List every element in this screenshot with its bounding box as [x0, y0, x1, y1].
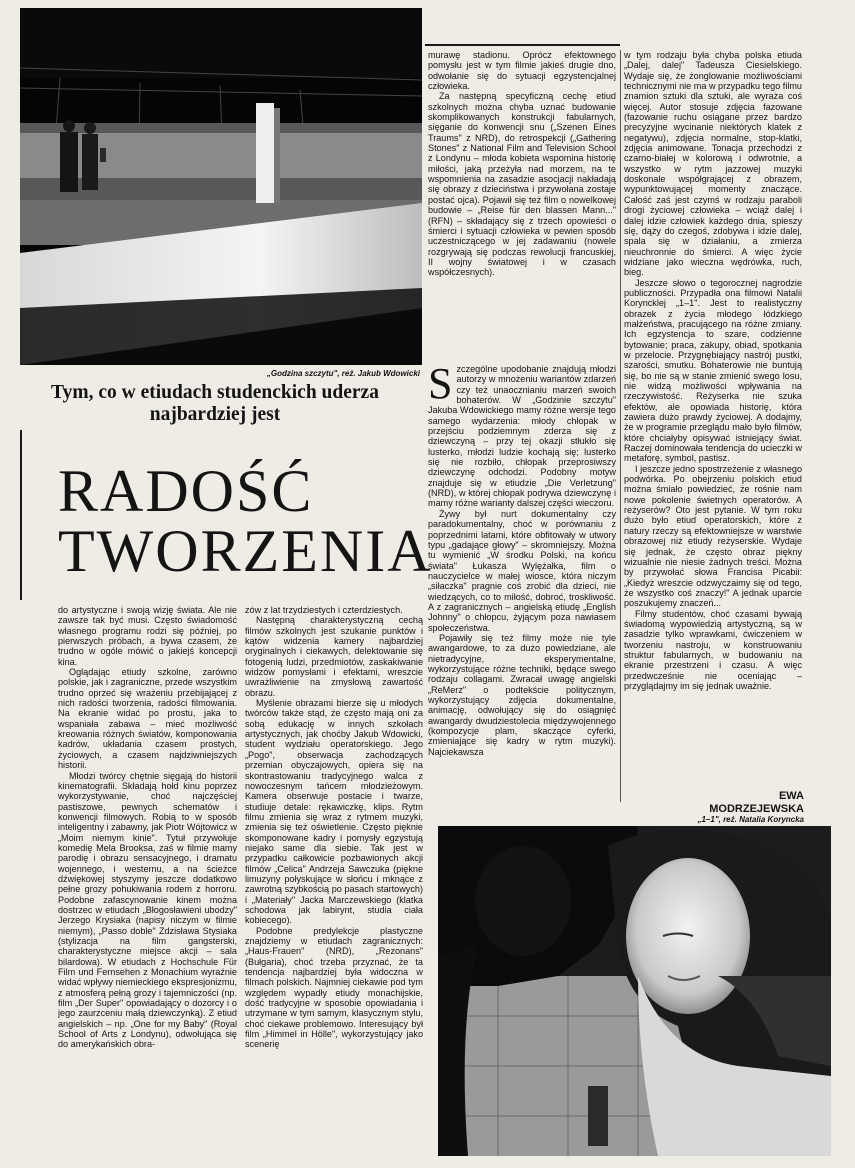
col-d-p4: Filmy studentów, choć czasami bywają świadomą wypowiedzią artystyczną, są w zasadzie tylko wprawkami, ćwiczeniem w tworzeniu nastroju, w konstruowaniu struktur fabularnych, w budowaniu na ekranie przestrzeni i czasu. A więc przedwcześnie nie oceniając – przyglądajmy im się jednak uważnie. — [624, 608, 802, 691]
col-a-p3: Młodzi twórcy chętnie sięgają do historii kinematografii. Składają hołd kinu poprzez wykorzystywanie, choć najczęściej pastiszowe, pewnych schematów i konwencji filmowych. Robią to w sposób inteligentny i zabawny, jak Piotr Wójtowicz w „Moim niemym kinie". Tytuł przywołuje komedię Mela Brooksa, zaś w filmie mamy parodię i obrazu sensacyjnego, i dramatu wojennego, i westernu, a na ścieżce dźwiękowej styszymy jeszcze dodatkowo pełne grozy pohukiwania rodem z horroru. Podobne zafascynowanie kinem można dostrzec w etiudach „Błogosławieni ubodzy" Jerzego Krysiaka (napisy niczym w filmie niemym), „Passo doble" Zdzisława Stysiaka (stylizacja na film gangsterski, charakterystyczne miejsce akcji – sala bilardowa). W etiudach z Hochschule Für Film und Fernsehen z Monachium wyraźnie widać wpływy niemieckiego ekspresjonizmu, z atmosferą pełną grozy i tajemniczości (np. film „Der Super" opowiadający o dozorcy i o jego zaurzceniu małą dziewczynką). Z etiud angielskich – np. „One for my Baby" (Royal School of Arts z Londynu), odwołująca się do amerykańskich obra- — [58, 770, 237, 1050]
photo-top-caption: „Godzina szczytu", reż. Jakub Wdowicki — [266, 369, 420, 378]
column-b — [245, 605, 423, 1165]
col-c-d-separator — [620, 50, 621, 802]
photo-bottom-caption: „1–1", reż. Natalia Korynckа — [697, 815, 804, 824]
photo-1-1 — [438, 826, 831, 1156]
author-first-name: EWA — [778, 790, 804, 802]
col-c-p3-text: zczególne upodobanie znajdują młodzi autorzy w mnożeniu wariantów zdarzeń czy też unaocznianiu marzeń swoich bohaterów. W „Godzinie szczytu" Jakuba Wdowickiego mamy różne wersje tego samego wydarzenia: młody chłopak w przejściu podziemnym zderza się z dziewczyną – przy tej okazji stłukło się lusterko, młodzi ludzie kochają się; lusterko się nie rozbiło, chłopak przeprosiwszy dziewczynę odchodzi. Podobny motyw znajduje się w etiudzie „Die Verletzung" (NRD), w której chłopak podrywa dziewczynę i mamy różne warianty dalszej części wieczoru. — [428, 364, 616, 509]
col-d-p3: I jeszcze jedno spostrzeżenie z własnego podwórka. Po obejrzeniu polskich etiud można śmiało powiedzieć, że rośnie nam nowe pokolenie świetnych operatorów. A reżyserów? Oto jest pytanie. W tym roku dużo było etiud operatorskich, które z natury rzeczy są efektowniejsze w warstwie obrazowej niż etiudy reżyserskie. Wydaje się jednak, że często obraz piękny wizualnie nie niesie żadnych treści. Można by przywołać słowa Francisa Picabii: „Kiedyż wreszcie odzwyczaimy się od tego, że wszystko coś znaczy!" A jednak uparcie poszukujemy znaczeń... — [624, 463, 802, 609]
photo-1-1-image — [438, 826, 831, 1156]
column-c-bottom — [428, 364, 616, 816]
col-d-p2: Jeszcze słowo o tegorocznej nagrodzie publiczności. Przypadła ona filmowi Natalii Koryncklej „1–1". Jest to realistyczny obrazek z życia młodego łódzkiego małżeństwa, pracującego na różne zmiany. Ich egzystencja to szare, codzienne bytowanie; praca, zakupy, obiad, spotkania w przelocie. Przygnębiający nastrój pustki, szarości, smutku. Bohaterowie nie buntują się, bo nie są w stanie zmienić swego losu, nie widzą możliwości wpływania na rzeczywistość. Reżyserka nie szuka efektów, ale opowiada historię, która zawiera dużo prawdy życiowej. A dodajmy, że w programie przeglądu mało było filmów, które chciałyby opisywać istniejący świat. Raczej dominowała tendencja do ucieczki w metaforę, symbol, pastisz. — [624, 277, 802, 464]
col-b-p2: Następną charakterystyczną cechą filmów szkolnych jest szukanie punktów i kątów widzenia kamery najbardziej oryginalnych i ciekawych, delektowanie się fotogenią ludzi, przedmiotów, zaskakiwanie widzów pomysłami i efektami, wreszcie uwrażliwienie na zmysłową zawartość obrazu. — [245, 615, 423, 698]
col-b-p3: Myślenie obrazami bierze się u młodych twórców także stąd, że często mają oni za sobą edukację w innych szkołach artystycznych, jak choćby Jakub Wdowicki, student wydziału operatorskiego. Jego „Pogo", obserwacja zachodzących przemian obyczajowych, opiera się na skontrastowaniu tradycyjnego walca z nowoczesnym tańcem młodzieżowym. Kamera obserwuje postacie i twarze, studiuje detale: rękawiczkę, klips. Rytm filmu zmienia się wraz z rytmem muzyki, zmienia się też oświetlenie. Często pięknie skomponowane kadry i pomysły egzystują niejako same dla siebie. Tak jest w przypadku całkowicie pozbawionych akcji filmów „Celica" Andrzeja Sawczuka (piękne limuzyny połyskujące w słońcu i mknące z zawrotną szybkością po pasach startowych) i „Materiały" Jacka Marczewskiego (klatka schodowa jak labirynt, studia ciała kobiecego). — [245, 698, 423, 926]
author-last-name: MODRZEJEWSKA — [709, 803, 804, 815]
photo-godzina-szczytu — [20, 8, 422, 365]
col-a-p2: Oglądając etiudy szkolne, zarówno polskie, jak i zagraniczne, przede wszystkim trudno oprzeć się wrażeniu przebijającej z nich radości tworzenia, radości filmowania. Na ekranie widać po prostu, jaka to wspaniała zabawa – mieć możliwość kreowania różnych światów, komponowania kadrów, układania czasem prostych, życiowych, a czasem najdziwniejszych historii. — [58, 667, 237, 771]
author-signature — [640, 790, 804, 816]
column-d — [624, 50, 802, 790]
column-a — [58, 605, 237, 1165]
col-a-p1: do artystyczne i swoją wizję świata. Ale nie zawsze tak być musi. Często świadomość własnego programu rodzi się później, po pierwszych próbach, a bywa czasem, że trudno w ogóle mówić o jakiejś koncepcji kina. — [58, 605, 237, 667]
column-c-top — [428, 50, 616, 360]
article-kicker: Tym, co w etiudach studenckich uderza najbardziej jest — [51, 382, 379, 425]
col-c-p2: Za następną specyficzną cechę etiud szkolnych można chyba uznać budowanie skomplikowanych konstrukcji fabularnych, sięganie do konwencji snu („Szenen Eines Traums" z NRD), do retrospekcji („Gathering Stones" z National Film and Television School z Londynu – młoda kobieta wspomina historię miłości, jaką przeżyła nad morzem, na te wspomnienia na zasadzie asocjacji nakładają się obrazy z dzieciństwa i przywołana zostaje postać ojca). Pojawił się też film o nowelkowej budowie – „Reise für den blassen Mann..." (RFN) – składający się z trzech opowieści o śmierci i sytuacji człowieka w pewien sposób uczestniczącego w jej zadawaniu (nowele rozgrywają się podczas rewolucji francuskiej, II wojny światowej i w czasach współczesnych). — [428, 91, 616, 278]
title-rule-left — [20, 430, 22, 600]
article-title-line2: TWORZENIA — [58, 518, 433, 584]
photo-godzina-szczytu-image — [20, 8, 422, 365]
col-c-p5: Pojawiły się też filmy może nie tyle awangardowe, to za dużo powiedziane, ale nietradycyjne, eksperymentalne, wykorzystujące różne techniki, będące swego rodzaju collagami. Zwracał uwagę angielski „ReMerz" o podtekście politycznym, wykorzystujący zdjęcia dokumentalne, animację, odwołujący się do osiągnięć awangardy dwudziestolecia międzywojennego (kompozycje plam, skaczące cyferki, zmieniające się kadry w rytm muzyki). Najciekawsza — [428, 632, 616, 757]
top-rule-col-c — [425, 44, 620, 46]
col-c-p3 — [428, 364, 616, 509]
col-c-p1: murawę stadionu. Oprócz efektownego pomysłu jest w tym filmie jakieś drugie dno, odwołanie się do sytuacji egzystencjalnej człowieka. — [428, 50, 616, 92]
article-title-line1: RADOŚĆ — [58, 458, 314, 524]
col-d-p1: w tym rodzaju była chyba polska etiuda „Dalej, dalej" Tadeusza Ciesielskiego. Wydaje się, że żonglowanie możliwościami technicznymi nie ma w przypadku tego filmu znamion sztuki dla sztuki, ale wyraża coś więcej. Autor stosuje zdjęcia fazowane (fazowanie ruchu osiągane przez bardzo precyzyjne wycinanie niektórych klatek z negatywu), zdjęcia normalne, stop-klatki, zdjęcia animowane. Tonacja przechodzi z czarno-białej w kolorową i odwrotnie, a wszystko w rytm jazzowej muzyki doskonale współgrającej z obrazem, wypunktowującej momenty znaczące. Całość zaś jest czymś w rodzaju paraboli drogi życiowej człowieka – wciąż dalej i dalej idzie człowiek każdego dnia, spieszy się, dąży do czegoś, zdobywa i idzie dalej, spala się w działaniu, a zmierza nieuchronnie do śmierci. A więc życie widziane jako wieczna wędrówka, ruch, bieg. — [624, 50, 802, 278]
col-c-p4: Żywy był nurt dokumentalny czy paradokumentalny, choć w porównaniu z poprzednimi latami, które obfitowały w utwory typu „gadające głowy" – skromniejszy. Można tu wymienić „W środku Polski, na końcu świata" Łukasza Wylężałka, film o nauczycielce w małej wiosce, która niczym „siłaczka" pragnie coś zrobić dla dzieci, nie wiedzących, co to miłość, dobroć, troskliwość. A z zagranicznych – angielską etiudę „English Johnny" o chłopcu, żyjącym poza nawiasem społeczeństwa. — [428, 508, 616, 633]
col-b-p1: zów z lat trzydziestych i czterdziestych. — [245, 605, 403, 615]
col-b-p4: Podobne predylekcje plastyczne znajdziemy w etiudach zagranicznych: „Haus-Frauen" (NRD), „Rezonans" (Bułgaria), choć trzeba przyznać, że ta tendencja najbardziej była widoczna w filmach polskich. Najmniej ciekawie pod tym względem wypadły etiudy monachijskie, dość tradycyjne w sposobie opowiadania i utrzymane w tym samym, klasycznym stylu, choć ciekawe problemowo. Interesujący był film „Himmel in Hölle", wykorzystujący jako scenerię — [245, 925, 423, 1050]
dropcap-s: S — [428, 364, 453, 408]
